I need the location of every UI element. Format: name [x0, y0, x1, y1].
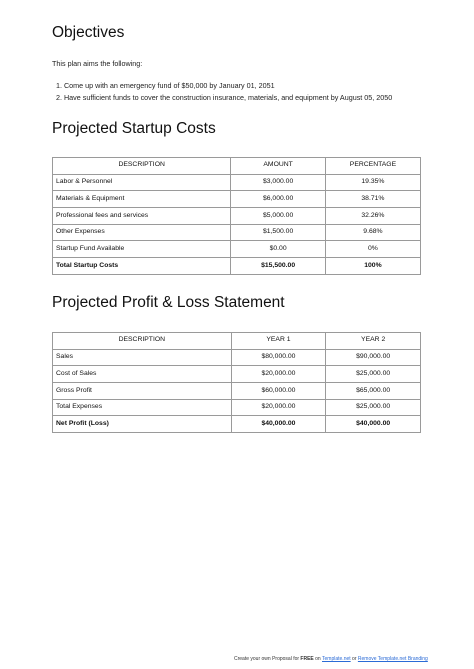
table-cell: $90,000.00: [326, 349, 421, 366]
table-header-row: [53, 333, 421, 350]
column-header: YEAR 1: [231, 333, 326, 350]
footer-branding: [234, 656, 428, 662]
table-cell: $60,000.00: [231, 383, 326, 400]
table-cell: Total Expenses: [53, 399, 232, 416]
table-cell: $15,500.00: [231, 258, 326, 275]
table-cell: Gross Profit: [53, 383, 232, 400]
table-row: [53, 383, 421, 400]
startup-costs-heading: Projected Startup Costs: [52, 120, 216, 137]
column-header: AMOUNT: [231, 158, 326, 175]
column-header: DESCRIPTION: [53, 158, 231, 175]
footer-text: or: [350, 656, 358, 662]
table-cell: 100%: [325, 258, 420, 275]
table-cell: Labor & Personnel: [53, 174, 231, 191]
profit-loss-table: [52, 332, 421, 433]
table-cell: 19.35%: [325, 174, 420, 191]
table-row: [53, 174, 421, 191]
table-cell: $6,000.00: [231, 191, 326, 208]
table-header-row: [53, 158, 421, 175]
footer-free-label: FREE: [300, 656, 314, 662]
table-row: [53, 349, 421, 366]
table-cell: $1,500.00: [231, 224, 326, 241]
objectives-intro: This plan aims the following:: [52, 59, 143, 68]
table-cell: 32.26%: [325, 208, 420, 225]
table-cell: Startup Fund Available: [53, 241, 231, 258]
table-row: [53, 191, 421, 208]
table-cell: $0.00: [231, 241, 326, 258]
table-cell: $40,000.00: [326, 416, 421, 433]
table-total-row: [53, 416, 421, 433]
table-row: [53, 224, 421, 241]
table-cell: $65,000.00: [326, 383, 421, 400]
table-cell: Net Profit (Loss): [53, 416, 232, 433]
footer-text: on: [313, 656, 323, 662]
list-item: 2. Have sufficient funds to cover the construction insurance, materials, and equipment by August 05, 2050: [56, 93, 393, 102]
objectives-list: [56, 80, 392, 104]
table-row: [53, 241, 421, 258]
profit-loss-heading: Projected Profit & Loss Statement: [52, 294, 285, 311]
column-header: YEAR 2: [326, 333, 421, 350]
table-cell: Cost of Sales: [53, 366, 232, 383]
table-cell: Sales: [53, 349, 232, 366]
table-cell: $5,000.00: [231, 208, 326, 225]
footer-text: Create your own Proposal for: [234, 656, 301, 662]
remove-branding-link[interactable]: Remove Template.net Branding: [357, 656, 428, 662]
table-cell: Total Startup Costs: [53, 258, 231, 275]
column-header: PERCENTAGE: [325, 158, 420, 175]
table-cell: 0%: [325, 241, 420, 258]
table-cell: Other Expenses: [53, 224, 231, 241]
table-cell: $3,000.00: [231, 174, 326, 191]
table-cell: $25,000.00: [326, 399, 421, 416]
table-row: [53, 208, 421, 225]
objectives-heading: Objectives: [52, 24, 125, 41]
table-cell: 9.68%: [325, 224, 420, 241]
table-cell: $20,000.00: [231, 366, 326, 383]
table-cell: $20,000.00: [231, 399, 326, 416]
table-total-row: [53, 258, 421, 275]
table-cell: $40,000.00: [231, 416, 326, 433]
table-cell: 38.71%: [325, 191, 420, 208]
list-item: 1. Come up with an emergency fund of $50,000 by January 01, 2051: [56, 81, 275, 90]
table-row: [53, 399, 421, 416]
template-net-link[interactable]: Template.net: [322, 656, 351, 662]
column-header: DESCRIPTION: [53, 333, 232, 350]
table-cell: $80,000.00: [231, 349, 326, 366]
table-cell: Materials & Equipment: [53, 191, 231, 208]
startup-costs-table: [52, 157, 421, 275]
table-cell: $25,000.00: [326, 366, 421, 383]
table-row: [53, 366, 421, 383]
table-cell: Professional fees and services: [53, 208, 231, 225]
